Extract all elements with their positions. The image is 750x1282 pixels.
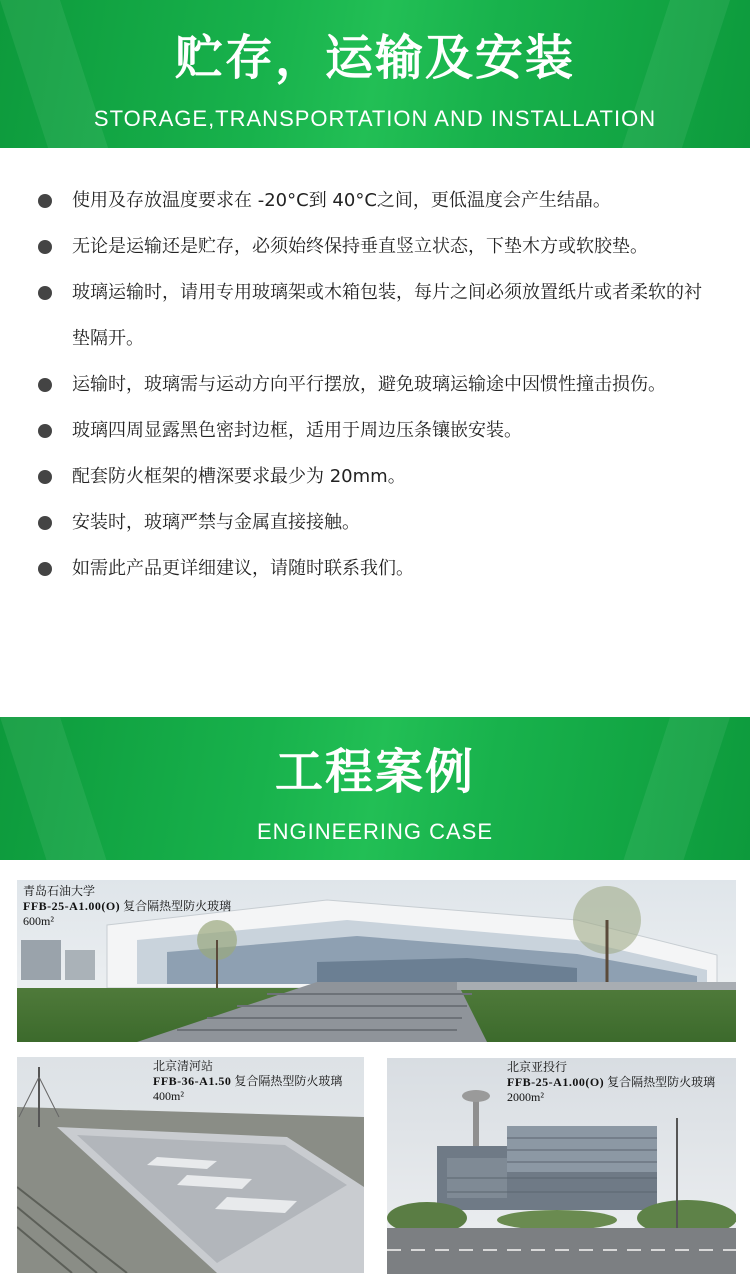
- bullet-dot-icon: [38, 424, 52, 438]
- glass-area: 2000m²: [507, 1090, 544, 1104]
- list-item: [38, 408, 718, 454]
- list-item: [38, 362, 718, 408]
- glass-area: 400m²: [153, 1089, 184, 1103]
- product-code: FFB-25-A1.00(O): [23, 899, 121, 913]
- list-item-text: 如需此产品更详细建议，请随时联系我们。: [72, 558, 414, 579]
- product-description: 复合隔热型防火玻璃: [234, 1074, 343, 1088]
- list-item: [38, 546, 718, 592]
- engineering-case-banner: [0, 717, 750, 860]
- case-photo-university: [17, 880, 736, 1042]
- list-item: [38, 500, 718, 546]
- list-item-text: 玻璃运输时，请用专用玻璃架或木箱包装，每片之间必须放置纸片或者柔软的衬垫隔开。: [72, 282, 702, 349]
- list-item: [38, 454, 718, 500]
- list-item-text: 无论是运输还是贮存，必须始终保持垂直竖立状态，下垫木方或软胶垫。: [72, 236, 648, 257]
- case-caption: [507, 1060, 733, 1105]
- section-subtitle: STORAGE,TRANSPORTATION AND INSTALLATION: [93, 106, 657, 131]
- product-description: 复合隔热型防火玻璃: [123, 899, 232, 913]
- list-item-text: 运输时，玻璃需与运动方向平行摆放，避免玻璃运输途中因惯性撞击损伤。: [72, 374, 666, 395]
- glass-area: 600m²: [23, 914, 54, 928]
- storage-banner: [0, 0, 750, 148]
- section-title: 贮存，运输及安装: [174, 30, 575, 86]
- bullet-dot-icon: [38, 286, 52, 300]
- case-name: 北京亚投行: [507, 1060, 568, 1074]
- section-subtitle: ENGINEERING CASE: [256, 819, 494, 844]
- case-caption: [153, 1059, 361, 1104]
- case-name: 青岛石油大学: [23, 884, 96, 898]
- list-item-text: 配套防火框架的槽深要求最少为 20mm。: [72, 466, 406, 487]
- case-photo-railway-station: [17, 1057, 364, 1273]
- list-item-text: 使用及存放温度要求在 -20°C到 40°C之间，更低温度会产生结晶。: [72, 190, 611, 211]
- list-item: [38, 270, 718, 362]
- bullet-dot-icon: [38, 470, 52, 484]
- list-item-text: 玻璃四周显露黑色密封边框，适用于周边压条镶嵌安装。: [72, 420, 522, 441]
- bullet-dot-icon: [38, 516, 52, 530]
- bullet-dot-icon: [38, 562, 52, 576]
- list-item: [38, 224, 718, 270]
- list-item: [38, 178, 718, 224]
- bullet-dot-icon: [38, 240, 52, 254]
- section-title: 工程案例: [274, 744, 475, 800]
- list-item-text: 安装时，玻璃严禁与金属直接接触。: [72, 512, 360, 533]
- case-name: 北京清河站: [153, 1059, 214, 1073]
- storage-instructions-list: [38, 178, 718, 592]
- bullet-dot-icon: [38, 194, 52, 208]
- product-description: 复合隔热型防火玻璃: [607, 1075, 716, 1089]
- case-caption: [23, 884, 253, 929]
- case-photo-aiib-building: [387, 1058, 736, 1274]
- product-code: FFB-36-A1.50: [153, 1074, 232, 1088]
- bullet-dot-icon: [38, 378, 52, 392]
- product-code: FFB-25-A1.00(O): [507, 1075, 605, 1089]
